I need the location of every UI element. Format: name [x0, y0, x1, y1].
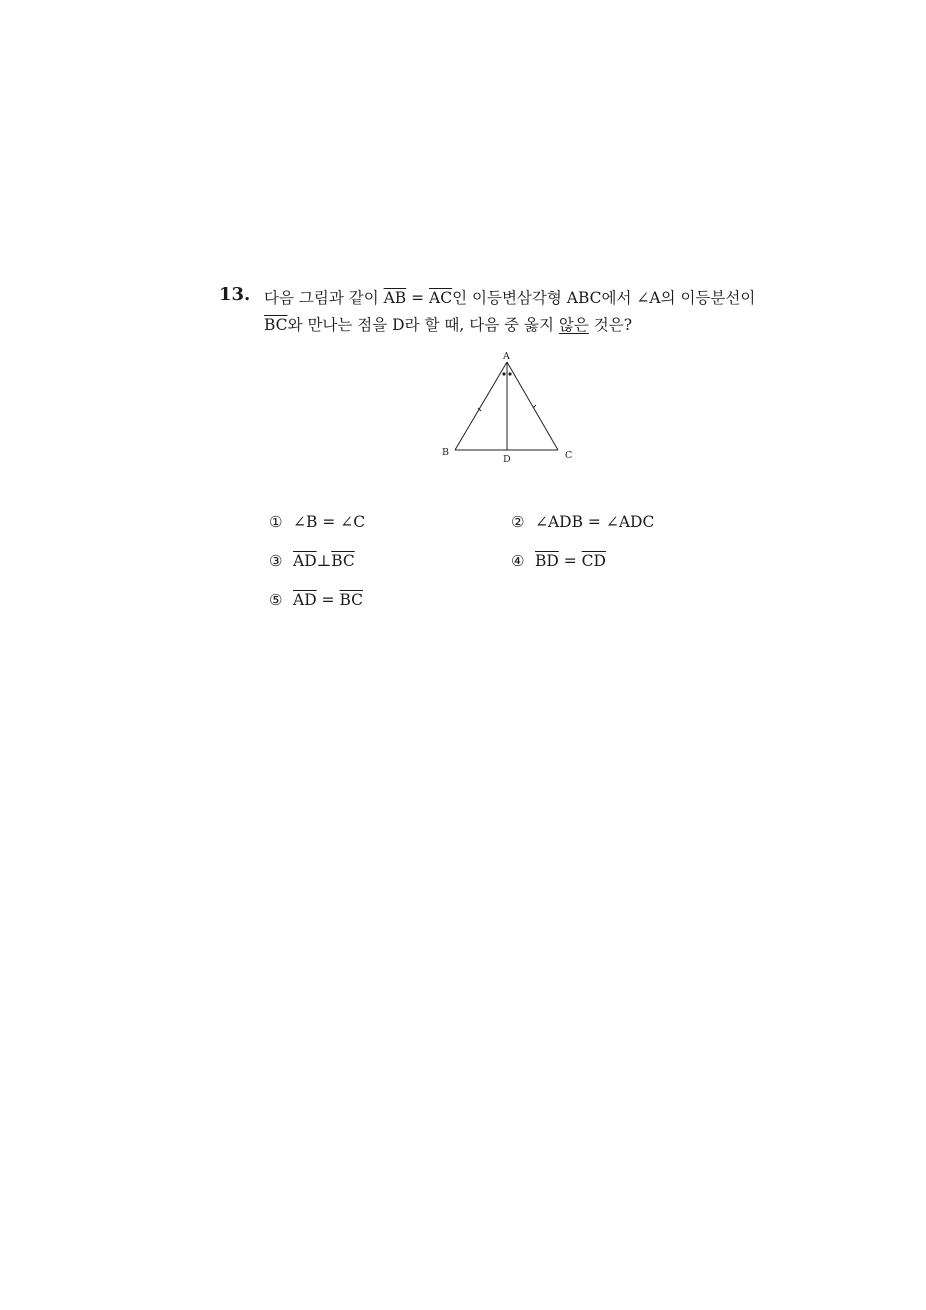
segment-ad: $\overline{AD}$	[293, 552, 317, 570]
choice-number: ②	[511, 513, 525, 531]
choice-number: ①	[269, 513, 283, 531]
question-number: 13.	[219, 284, 251, 305]
choice-5[interactable]	[269, 591, 363, 609]
choice-number: ④	[511, 552, 525, 570]
choice-2[interactable]	[511, 513, 654, 531]
segment-bc: $\overline{BC}$	[339, 591, 364, 609]
label-c: C	[565, 450, 573, 461]
side-ab	[455, 362, 507, 450]
segment-ac: $\overline{AC}$	[429, 289, 453, 307]
equals-sign: =	[558, 552, 582, 570]
segment-ad: $\overline{AD}$	[293, 591, 317, 609]
question-text-line-1	[264, 286, 755, 308]
choice-number: ⑤	[269, 591, 283, 609]
choice-4[interactable]	[511, 552, 606, 570]
choice-1[interactable]	[269, 513, 365, 531]
choice-expression	[293, 591, 363, 609]
choice-expression	[293, 552, 355, 570]
segment-ab: $\overline{AB}$	[383, 289, 407, 307]
expr-part: ∠B = ∠C	[293, 513, 366, 531]
question-text-post: 인 이등변삼각형 ABC에서 ∠A의 이등분선이	[452, 289, 756, 307]
triangle-figure	[436, 345, 586, 470]
side-ac	[507, 362, 558, 450]
angle-mark-right	[508, 372, 511, 375]
equals-sign: =	[406, 289, 430, 307]
choice-3[interactable]	[269, 552, 355, 570]
segment-bd: $\overline{BD}$	[535, 552, 559, 570]
perpendicular-symbol: ⊥	[316, 552, 332, 570]
choice-expression	[293, 513, 365, 531]
choice-number: ③	[269, 552, 283, 570]
segment-cd: $\overline{CD}$	[581, 552, 606, 570]
emphasis-not: 않은	[558, 316, 589, 334]
choice-expression	[535, 552, 606, 570]
segment-bc: $\overline{BC}$	[331, 552, 355, 570]
choice-expression	[535, 513, 654, 531]
angle-mark-left	[502, 372, 505, 375]
expr-part: ∠ADB = ∠ADC	[535, 513, 655, 531]
segment-bc: $\overline{BC}$	[264, 316, 288, 334]
label-a: A	[503, 351, 510, 362]
question-text-line-2	[264, 313, 632, 335]
equals-sign: =	[316, 591, 340, 609]
question-text-pre: 다음 그림과 같이	[264, 289, 384, 307]
label-d: D	[503, 454, 511, 465]
question-text-mid: 와 만나는 점을 D라 할 때, 다음 중 옳지	[287, 316, 559, 334]
tick-mark-ac	[533, 405, 536, 408]
question-text-end: 것은?	[588, 316, 633, 334]
label-b: B	[442, 447, 449, 458]
